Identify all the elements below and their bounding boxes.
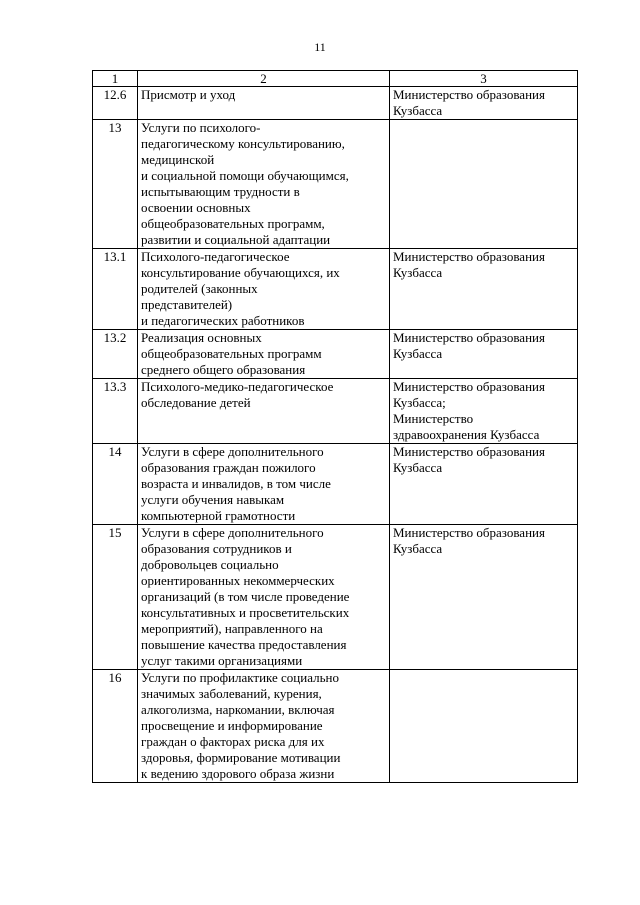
service-cell: Услуги в сфере дополнительного образования сотрудников и добровольцев социально ориентированных некоммерческих организаций (в том числе проведение консультативных и просветительских мероприятий), направленного на повышение качества предоставления услуг такими организациями	[138, 525, 390, 670]
table-row	[93, 120, 578, 249]
services-table	[92, 70, 578, 783]
column-header-2: 2	[138, 71, 390, 87]
ministry-cell: Министерство образования Кузбасса	[390, 444, 578, 525]
service-cell: Психолого-медико-педагогическое обследование детей	[138, 379, 390, 444]
service-cell: Реализация основных общеобразовательных программ среднего общего образования	[138, 330, 390, 379]
row-number-cell: 13.2	[93, 330, 138, 379]
table-row	[93, 249, 578, 330]
ministry-cell	[390, 120, 578, 249]
table-row	[93, 87, 578, 120]
table-row	[93, 379, 578, 444]
page-number: 11	[314, 40, 326, 54]
service-cell: Психолого-педагогическое консультирование обучающихся, их родителей (законных представителей) и педагогических работников	[138, 249, 390, 330]
ministry-cell	[390, 670, 578, 783]
row-number-cell: 16	[93, 670, 138, 783]
table-row	[93, 444, 578, 525]
table-row	[93, 525, 578, 670]
service-cell: Услуги по психолого- педагогическому консультированию, медицинской и социальной помощи обучающимся, испытывающим трудности в освоении основных общеобразовательных программ, развитии и социальной адаптации	[138, 120, 390, 249]
table-row	[93, 670, 578, 783]
table-header-row	[93, 71, 578, 87]
table-body	[93, 71, 578, 783]
service-cell: Услуги по профилактике социально значимых заболеваний, курения, алкоголизма, наркомании, включая просвещение и информирование граждан о факторах риска для их здоровья, формирование мотивации к ведению здорового образа жизни	[138, 670, 390, 783]
row-number-cell: 13.1	[93, 249, 138, 330]
ministry-cell: Министерство образования Кузбасса	[390, 249, 578, 330]
ministry-cell: Министерство образования Кузбасса; Министерство здравоохранения Кузбасса	[390, 379, 578, 444]
row-number-cell: 14	[93, 444, 138, 525]
service-cell: Услуги в сфере дополнительного образования граждан пожилого возраста и инвалидов, в том числе услуги обучения навыкам компьютерной грамотности	[138, 444, 390, 525]
service-cell: Присмотр и уход	[138, 87, 390, 120]
row-number-cell: 13.3	[93, 379, 138, 444]
row-number-cell: 15	[93, 525, 138, 670]
table-row	[93, 330, 578, 379]
row-number-cell: 13	[93, 120, 138, 249]
row-number-cell: 12.6	[93, 87, 138, 120]
ministry-cell: Министерство образования Кузбасса	[390, 330, 578, 379]
column-header-1: 1	[93, 71, 138, 87]
column-header-3: 3	[390, 71, 578, 87]
ministry-cell: Министерство образования Кузбасса	[390, 87, 578, 120]
ministry-cell: Министерство образования Кузбасса	[390, 525, 578, 670]
